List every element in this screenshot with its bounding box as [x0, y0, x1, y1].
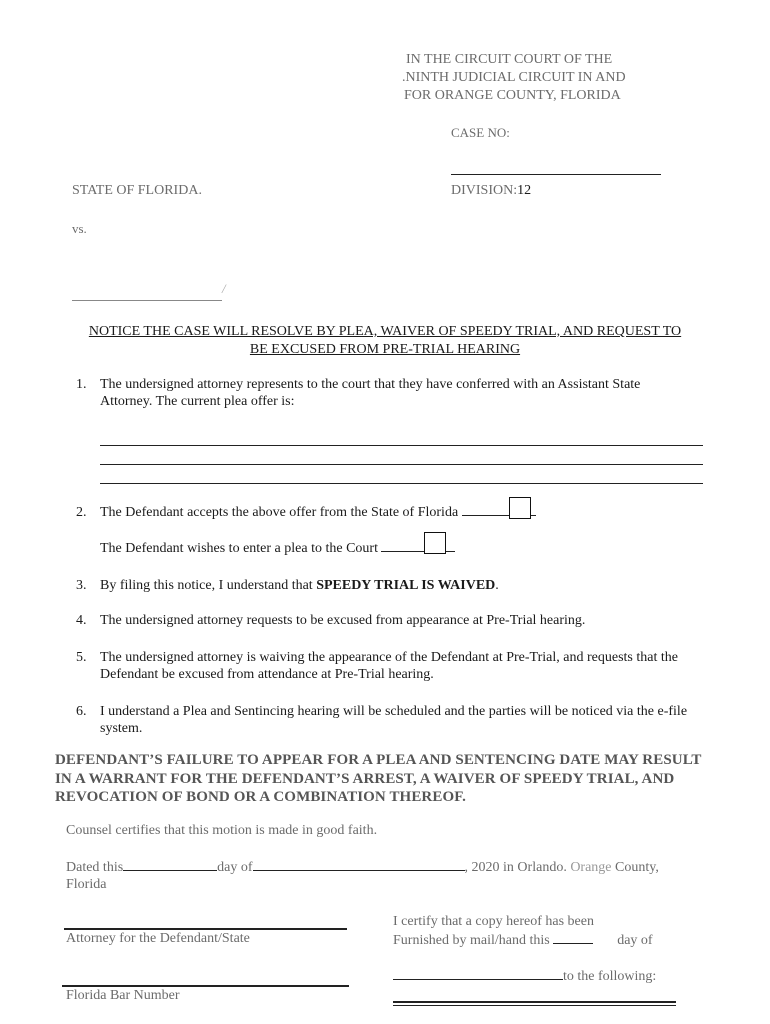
dated-orange: Orange — [570, 860, 612, 875]
list-item — [76, 540, 716, 557]
certify-day-field[interactable] — [553, 943, 593, 944]
case-no-label: CASE NO: — [451, 125, 510, 140]
division-field — [451, 183, 531, 199]
speedy-text-after: . — [495, 578, 499, 593]
month-field[interactable] — [253, 870, 465, 871]
item-text: The undersigned attorney represents to the court that they have conferred with an Assistant State Attorney. The current plea offer is: — [100, 377, 641, 409]
certify-line-3 — [393, 969, 656, 985]
item-number: 5. — [76, 650, 87, 665]
day-field[interactable] — [123, 870, 217, 871]
certify-following: to the following: — [563, 969, 657, 984]
accept-offer-text: The Defendant accepts the above offer from the State of Florida — [100, 505, 459, 520]
division-value: 12 — [517, 183, 532, 198]
notice-title-line-2: BE EXCUSED FROM PRE-TRIAL HEARING — [249, 342, 521, 357]
dated-prefix: Dated this — [66, 860, 124, 875]
division-label: DIVISION: — [451, 183, 518, 198]
plea-to-court-checkbox[interactable] — [424, 532, 446, 554]
item-number: 1. — [76, 377, 87, 392]
court-name-line-3: FOR ORANGE COUNTY, FLORIDA — [404, 88, 621, 103]
bar-number-line[interactable] — [62, 985, 349, 987]
dated-line — [66, 860, 659, 876]
versus-text: vs. — [72, 221, 87, 236]
recipient-line-2[interactable] — [393, 1005, 676, 1006]
caption-slash: / — [222, 281, 226, 296]
speedy-trial-waived: SPEEDY TRIAL IS WAIVED — [316, 578, 496, 593]
recipient-line-1[interactable] — [393, 1001, 676, 1003]
plea-offer-line-3[interactable] — [100, 483, 703, 484]
court-name-line-2: .NINTH JUDICIAL CIRCUIT IN AND — [402, 70, 626, 85]
list-item — [76, 703, 716, 737]
dated-line-2: Florida — [66, 877, 107, 892]
list-item — [76, 504, 716, 521]
item-text: The undersigned attorney is waiving the appearance of the Defendant at Pre-Trial, and requests that the Defendant be excused from attendance at Pre-Trial hearing. — [100, 650, 678, 682]
certify-furnished: Furnished by mail/hand this — [393, 933, 550, 948]
speedy-text-before: By filing this notice, I understand that — [100, 578, 317, 593]
good-faith-statement: Counsel certifies that this motion is made in good faith. — [66, 823, 378, 838]
dated-suffix: , 2020 in Orlando. — [464, 860, 567, 875]
attorney-label: Attorney for the Defendant/State — [66, 931, 250, 946]
bar-number-label: Florida Bar Number — [66, 988, 180, 1003]
plea-to-court-text: The Defendant wishes to enter a plea to the Court — [100, 541, 378, 556]
dated-county: County, — [615, 860, 659, 875]
case-no-field[interactable] — [451, 174, 661, 175]
dated-mid: day of — [217, 860, 253, 875]
list-item — [76, 577, 716, 594]
failure-to-appear-warning: DEFENDANT’S FAILURE TO APPEAR FOR A PLEA AND SENTENCING DATE MAY RESULT IN A WARRANT FOR THE DEFENDANT’S ARREST, A WAIVER OF SPEEDY TRIAL, AND REVOCATION OF BOND OR A COMBINATION THEREOF. — [55, 752, 702, 805]
plea-offer-line-1[interactable] — [100, 445, 703, 446]
plaintiff-name: STATE OF FLORIDA. — [72, 183, 202, 198]
list-item — [76, 649, 716, 683]
certify-line-1: I certify that a copy hereof has been — [393, 914, 594, 929]
attorney-signature-line[interactable] — [64, 928, 347, 930]
item-text — [100, 504, 716, 521]
court-name-line-1: IN THE CIRCUIT COURT OF THE — [406, 52, 613, 67]
notice-title-line-1: NOTICE THE CASE WILL RESOLVE BY PLEA, WAIVER OF SPEEDY TRIAL, AND REQUEST TO — [88, 324, 682, 339]
accept-offer-checkbox[interactable] — [509, 497, 531, 519]
item-number: 6. — [76, 704, 87, 719]
item-text — [100, 577, 716, 594]
defendant-name-field[interactable] — [72, 300, 222, 301]
certify-day-of: day of — [617, 933, 653, 948]
certify-date-field[interactable] — [393, 979, 563, 980]
plea-offer-line-2[interactable] — [100, 464, 703, 465]
list-item — [76, 376, 716, 410]
certify-line-2 — [393, 933, 653, 949]
item-number: 4. — [76, 613, 87, 628]
item-text: I understand a Plea and Sentincing hearing will be scheduled and the parties will be noticed via the e-file system. — [100, 704, 688, 736]
item-text — [100, 540, 716, 557]
item-text: The undersigned attorney requests to be excused from appearance at Pre-Trial hearing. — [100, 613, 586, 628]
item-number: 2. — [76, 505, 87, 520]
list-item — [76, 612, 716, 629]
item-number: 3. — [76, 578, 87, 593]
